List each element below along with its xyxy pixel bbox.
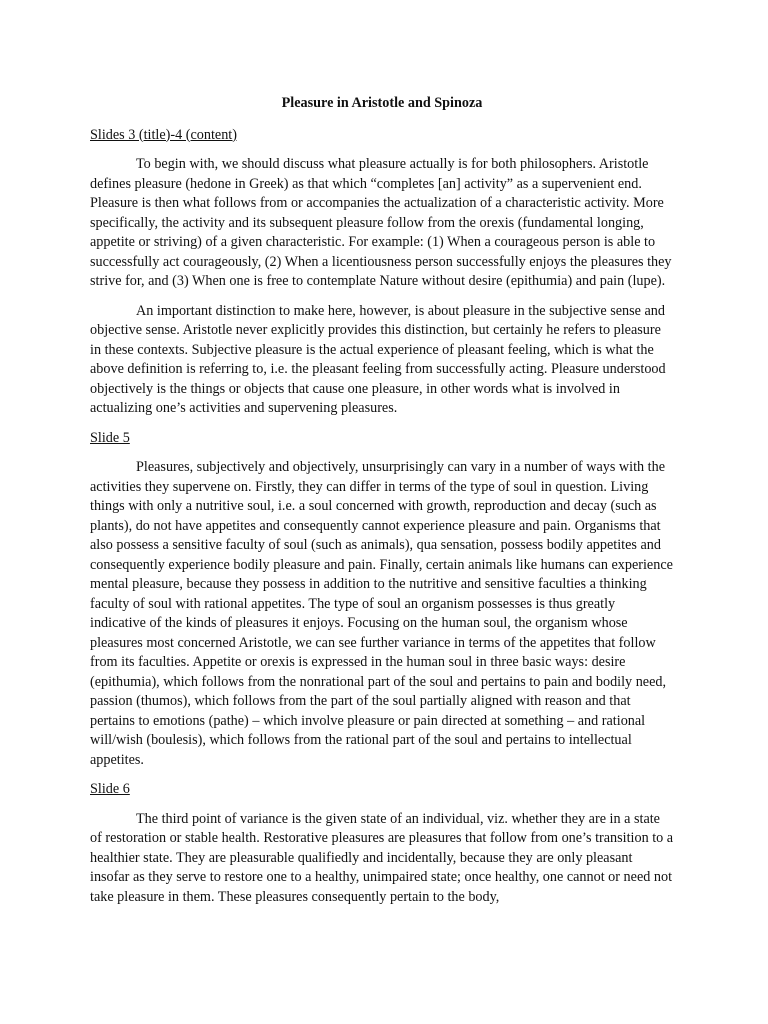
paragraph: An important distinction to make here, however, is about pleasure in the subjective sense and objective sense. Aristotle never explicitly provides this distinction, but certainly he refers to pleasure in these contexts. Subjective pleasure is the actual experience of pleasant feeling, which is what the above definition is referring to, i.e. the pleasant feeling from successfully acting. Pleasure understood objectively is the things or objects that cause one pleasure, in other words what is involved in actualizing one’s activities and supervening pleasures. xyxy=(90,302,666,416)
paragraph: Pleasures, subjectively and objectively, unsurprisingly can vary in a number of ways with the activities they supervene on. Firstly, they can differ in terms of the type of soul in question. Living things with only a nutritive soul, i.e. a soul concerned with growth, reproduction and decay (such as plants), do not have appetites and consequently cannot experience pleasure and pain. Organisms that also possess a sensitive faculty of soul (such as animals), qua sensation, possess bodily appetites and consequently experience bodily pleasure and pain. Finally, certain animals like humans can experience mental pleasure, because they possess in addition to the nutritive and sensitive faculties a thinking faculty of soul with rational appetites. The type of soul an organism possesses is thus greatly indicative of the kinds of pleasures it enjoys. Focusing on the human soul, the organism whose pleasures most concerned Aristotle, we can see further variance in terms of the appetites that follow from its faculties. Appetite or orexis is expressed in the human soul in three basic ways: desire (epithumia), which follows from the nonrational part of the soul and pertains to pain and bodily need, passion (thumos), which follows from the part of the soul partially aligned with reason and that pertains to emotions (pathe) – which involve pleasure or pain directed at something – and rational will/wish (boulesis), which follows from the rational part of the soul and pertains to intellectual appetites. xyxy=(90,459,673,768)
paragraph: The third point of variance is the given state of an individual, viz. whether they are in a state of restoration or stable health. Restorative pleasures are pleasures that follow from one’s transition to a healthier state. They are pleasurable qualifiedly and incidentally, because they are only pleasant insofar as they serve to restore one to a healthy, unimpaired state; once healthy, one cannot or need not take pleasure in them. These pleasures consequently pertain to the body, xyxy=(90,810,674,905)
document-page xyxy=(90,94,674,917)
document-title: Pleasure in Aristotle and Spinoza xyxy=(281,95,483,111)
paragraph: To begin with, we should discuss what pleasure actually is for both philosophers. Aristotle defines pleasure (hedone in Greek) as that which “completes [an] activity” as a supervenient end. Pleasure is then what follows from or accompanies the actualization of a characteristic activity. More specifically, the activity and its subsequent pleasure follow from the orexis (fundamental longing, appetite or striving) of a given characteristic. For example: (1) When a courageous person is able to successfully act courageously, (2) When a licentiousness person successfully enjoys the pleasures they strive for, and (3) When one is free to contemplate Nature without desire (epithumia) and pain (lupe). xyxy=(90,156,672,289)
section-heading-slide-5: Slide 5 xyxy=(90,429,130,446)
section-heading-slides-3-4: Slides 3 (title)-4 (content) xyxy=(90,126,237,143)
section-heading-slide-6: Slide 6 xyxy=(90,781,130,797)
